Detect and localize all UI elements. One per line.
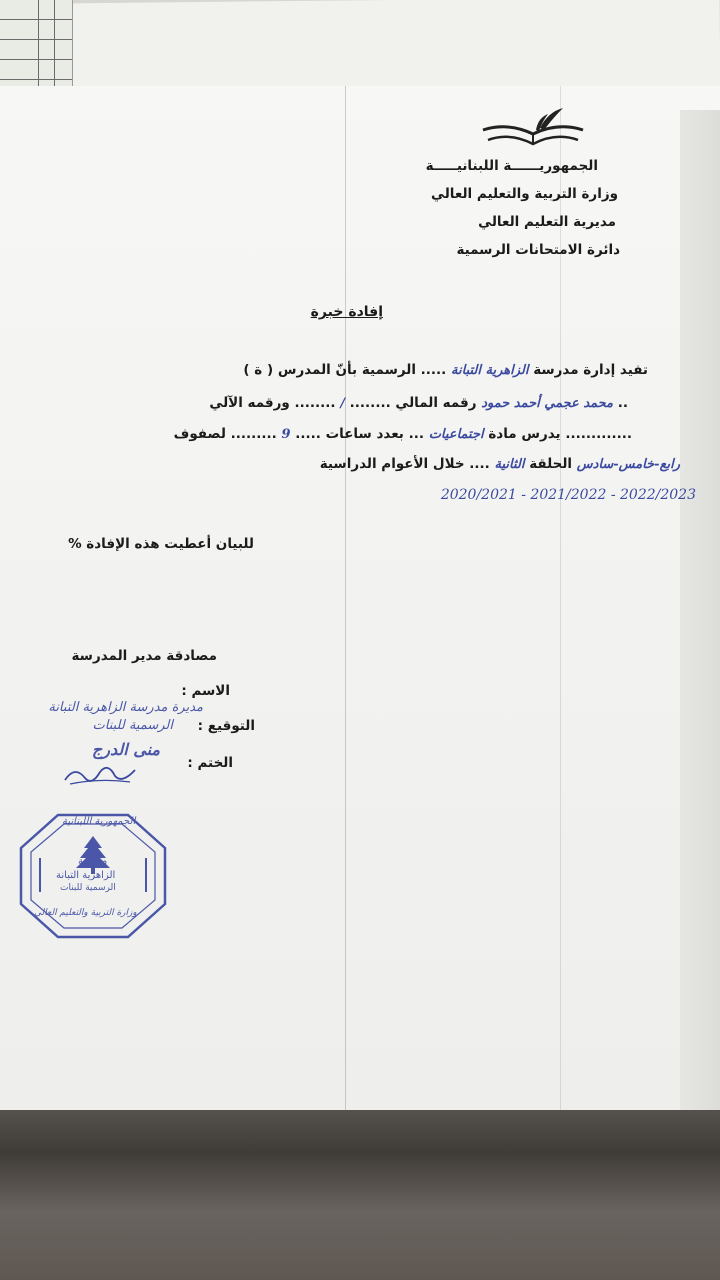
seal-outer-top: الجمهورية اللبنانية	[62, 816, 136, 827]
signature-scribble-icon	[60, 760, 140, 788]
teacher-name-handwritten: محمد عجمي أحمد حمود	[481, 396, 614, 411]
seal-label: الختم :	[187, 755, 233, 771]
grid-cell	[0, 60, 72, 80]
grid-cell	[0, 40, 72, 60]
dots: .....	[295, 426, 321, 442]
dots: ........	[294, 395, 336, 411]
signature-label: التوقيع :	[197, 718, 255, 734]
cycle-label: الحلقة	[529, 456, 573, 472]
header-directorate: مديرية التعليم العالي	[478, 214, 616, 230]
classes-handwritten: رابع-خامس-سادس	[576, 457, 680, 472]
principal-stamp-line1: مديرة مدرسة الزاهرية التبانة	[48, 700, 203, 715]
subject-handwritten: اجتماعيات	[428, 427, 484, 442]
seal-center-1: مدرسة	[78, 856, 108, 867]
cycle-handwritten: الثانية	[494, 457, 525, 472]
name-label: الاسم :	[181, 683, 230, 699]
financial-number-handwritten: /	[340, 396, 345, 411]
principal-stamp-line2: الرسمية للبنات	[92, 718, 173, 733]
book-logo-icon	[478, 104, 588, 154]
dots: .............	[565, 426, 632, 442]
dots: ...	[408, 426, 424, 442]
years-handwritten: 2020/2021 - 2021/2022 - 2022/2023	[440, 487, 696, 503]
seal-center-2: الزاهرية التبانة	[56, 870, 116, 881]
financial-number-label: رقمه المالي	[395, 395, 477, 411]
underlying-sheet	[60, 0, 720, 98]
line-2	[209, 395, 628, 411]
header-ministry: وزارة التربية والتعليم العالي	[431, 186, 618, 202]
line-3	[174, 426, 632, 442]
hours-handwritten: 9	[281, 427, 291, 442]
table-surface	[0, 1110, 720, 1280]
line-4	[320, 456, 680, 472]
principal-stamp-name: منى الدرج	[91, 740, 160, 759]
closing-statement: للبيان أعطيت هذه الإفادة %	[68, 536, 254, 552]
header-department: دائرة الامتحانات الرسمية	[456, 242, 620, 258]
school-name-handwritten: الزاهرية التبانة	[451, 363, 529, 378]
classes-label: لصفوف	[173, 426, 226, 442]
grid-divider	[54, 0, 55, 90]
dots: .........	[230, 426, 277, 442]
seal-outer-bottom: وزارة التربية والتعليم العالي	[34, 908, 137, 918]
dots: ..	[617, 395, 628, 411]
document-title: إفادة خبرة	[310, 304, 383, 320]
dots: .....	[420, 362, 447, 378]
auto-number-label: ورقمه الآلي	[209, 395, 290, 411]
hours-label: بعدد ساعات	[325, 426, 404, 442]
grid-cell	[0, 20, 72, 40]
line-5	[441, 484, 696, 503]
seal-center-3: الرسمية للبنات	[60, 883, 116, 893]
dots: ....	[469, 456, 490, 472]
page-edge	[680, 110, 720, 1110]
dots: ........	[349, 395, 391, 411]
line1-prefix: تفيد إدارة مدرسة	[533, 362, 648, 378]
grid-cell	[0, 0, 72, 20]
grid-divider	[38, 0, 39, 90]
approval-heading: مصادقة مدير المدرسة	[71, 648, 217, 664]
line1-suffix: الرسمية بأنّ المدرس ( ة )	[243, 362, 416, 378]
fold-line	[345, 86, 346, 1136]
corner-table-sheet	[0, 0, 73, 90]
subject-label: يدرس مادة	[488, 426, 561, 442]
years-label: خلال الأعوام الدراسية	[319, 456, 465, 472]
header-republic: الجمهوريــــــة اللبنانيـــــة	[425, 158, 598, 174]
line-1	[243, 362, 648, 378]
